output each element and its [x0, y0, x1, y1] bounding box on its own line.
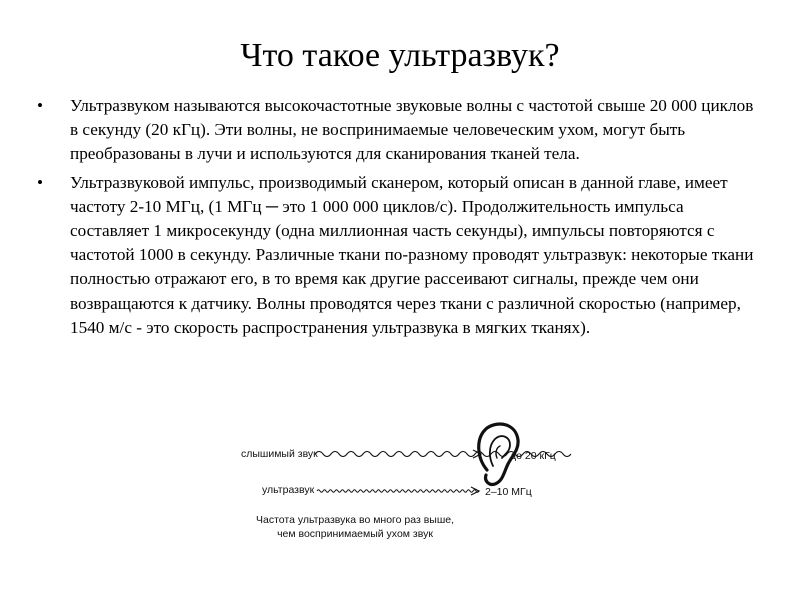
caption-line-1: Частота ультразвука во много раз выше, [255, 514, 455, 526]
bullet-list [37, 94, 757, 344]
ultrasound-label: ультразвук [262, 484, 315, 496]
audible-limit-label: до 20 кГц [510, 450, 556, 462]
bullet-item-1 [37, 94, 757, 167]
slide-title: Что такое ультразвук? [240, 37, 560, 74]
sound-frequency-figure [225, 418, 585, 558]
bullet-text-1: Ультразвуком называются высокочастотные звуковые волны с частотой свыше 20 000 циклов в секунду (20 кГц). Эти волны, не воспринимаемые человеческим ухом, могут быть преобразованы в лучи и используются для сканирования тканей тела. [70, 96, 754, 164]
ultrasound-arrow [471, 487, 479, 495]
caption-line-2: чем воспринимаемый ухом звук [277, 528, 433, 540]
ultrasound-range-label: 2–10 МГц [485, 486, 532, 498]
audible-sound-label: слышимый звук [241, 448, 318, 460]
bullet-text-2: Ультразвуковой импульс, производимый сканером, который описан в данной главе, имеет частоту 2-10 МГц, (1 МГц ─ это 1 000 000 циклов/с). Продолжительность импульса составляет 1 микросекунду (одна миллионная часть секунды), импульсы повторяются с частотой 1000 в секунду. Различные ткани по-разному проводят ультразвук: некоторые ткани полностью отражают его, в то время как другие рассеивают сигналы, прежде чем они возвращаются к датчику. Волны проводятся через ткани с различной скоростью (например, 1540 м/с - это скорость распространения ультразвука в мягких тканях). [70, 172, 754, 337]
bullet-marker: • [37, 172, 44, 192]
bullet-marker: • [37, 96, 44, 115]
bullet-item-2 [37, 171, 757, 340]
ultrasound-wave [317, 490, 479, 493]
